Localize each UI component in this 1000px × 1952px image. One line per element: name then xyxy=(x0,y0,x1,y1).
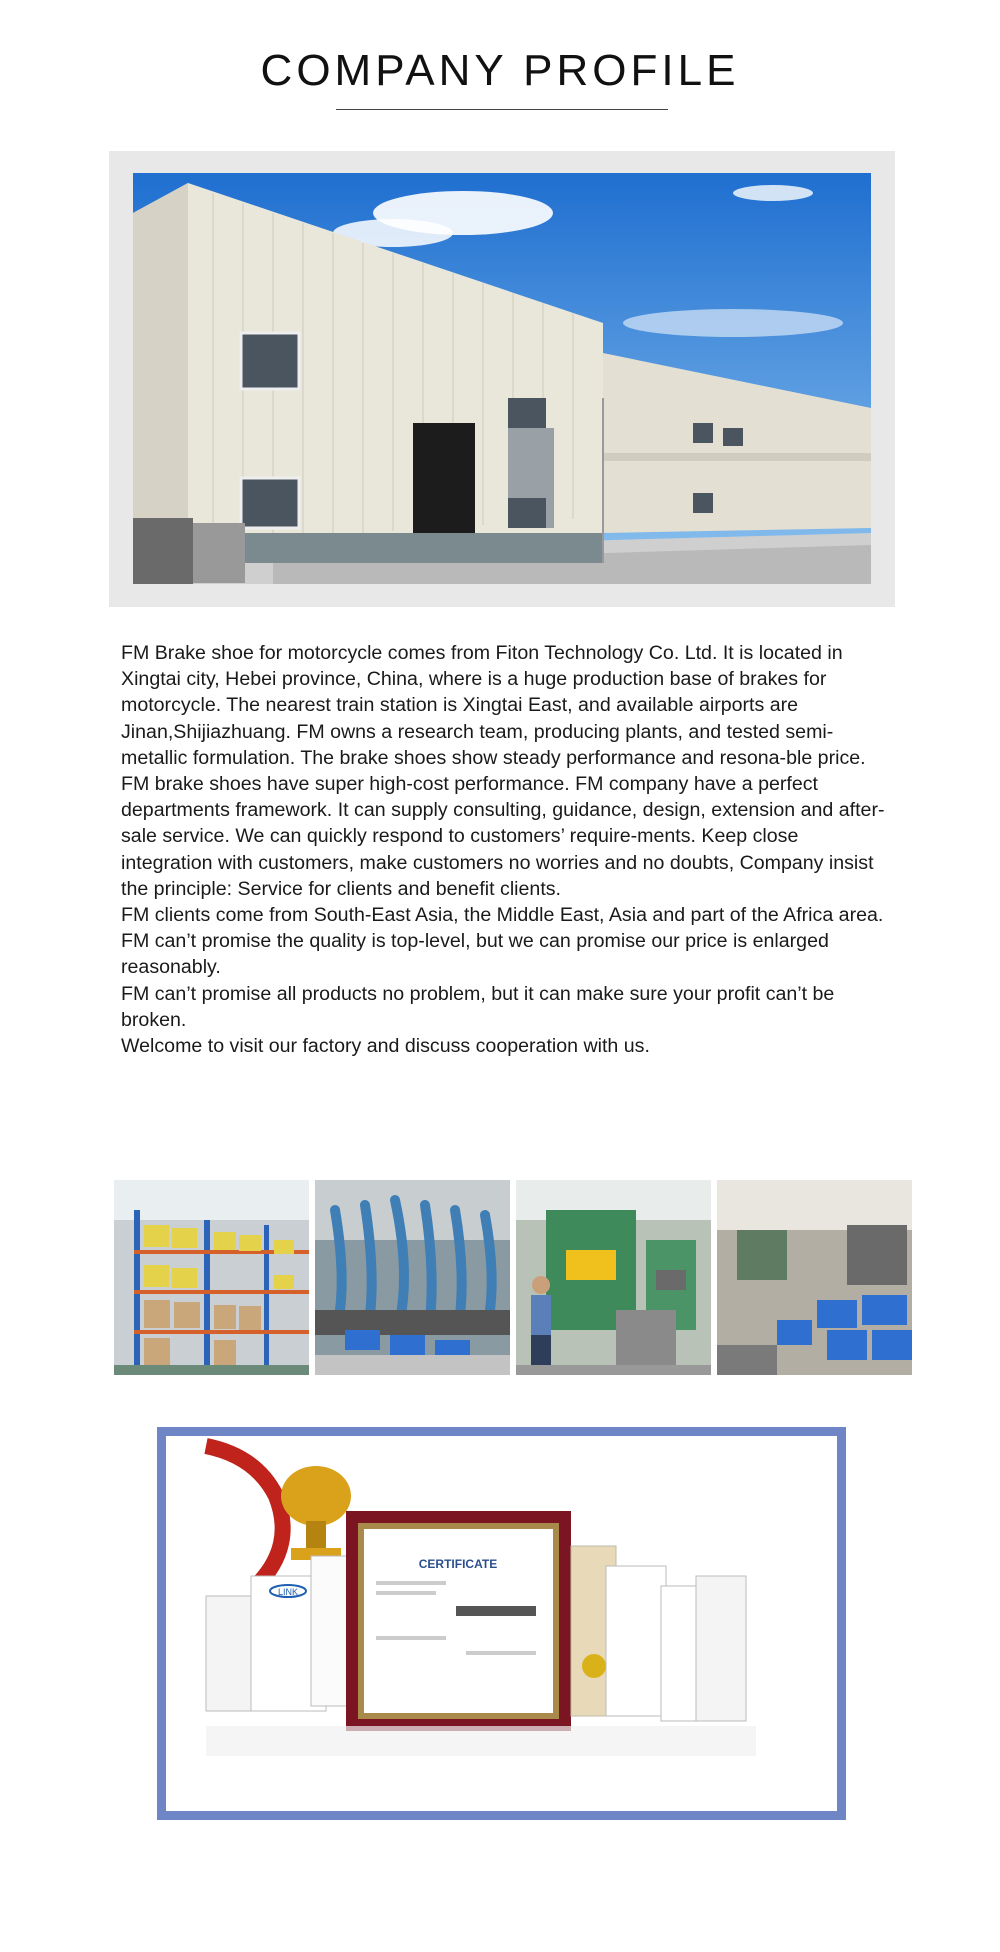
press-machine-photo xyxy=(516,1180,711,1375)
warehouse-photo xyxy=(114,1180,309,1375)
page-title: COMPANY PROFILE xyxy=(260,46,740,95)
workshop-photo xyxy=(717,1180,912,1375)
link-logo: LINK xyxy=(277,1587,299,1597)
profile-paragraph: FM can’t promise all products no problem, but it can make sure your profit can’t be broken. xyxy=(121,982,835,1031)
profile-paragraph: Welcome to visit our factory and discuss cooperation with us. xyxy=(121,1035,650,1058)
factory-photo-frame xyxy=(109,151,895,607)
production-line-photo xyxy=(315,1180,510,1375)
certificate-title: CERTIFICATE xyxy=(418,1557,498,1571)
certificates-frame xyxy=(157,1427,846,1820)
certificates-illustration xyxy=(166,1436,837,1811)
profile-paragraph: FM can’t promise the quality is top-level, but we can promise our price is enlarged reasonably. xyxy=(121,930,829,979)
title-underline xyxy=(336,109,668,110)
profile-paragraph: FM clients come from South-East Asia, the Middle East, Asia and part of the Africa area. xyxy=(121,904,884,927)
factory-building-photo xyxy=(133,173,871,584)
factory-gallery xyxy=(114,1180,913,1375)
company-profile-text xyxy=(121,640,893,1059)
profile-paragraph: FM Brake shoe for motorcycle comes from Fiton Technology Co. Ltd. It is located in Xingtai city, Hebei province, China, where is a huge production base of brakes for motorcycle. The nearest train station is Xingtai East, and available airports are Jinan,Shijiazhuang. FM owns a research team, producing plants, and tested semi-metallic formulation. The brake shoes show steady performance and resona-ble price. FM brake shoes have super high-cost performance. FM company have a perfect departments framework. It can supply consulting, guidance, design, extension and after-sale service. We can quickly respond to customers’ require-ments. Keep close integration with customers, make customers no worries and no doubts, Company insist the principle: Service for clients and benefit clients. xyxy=(121,642,885,900)
